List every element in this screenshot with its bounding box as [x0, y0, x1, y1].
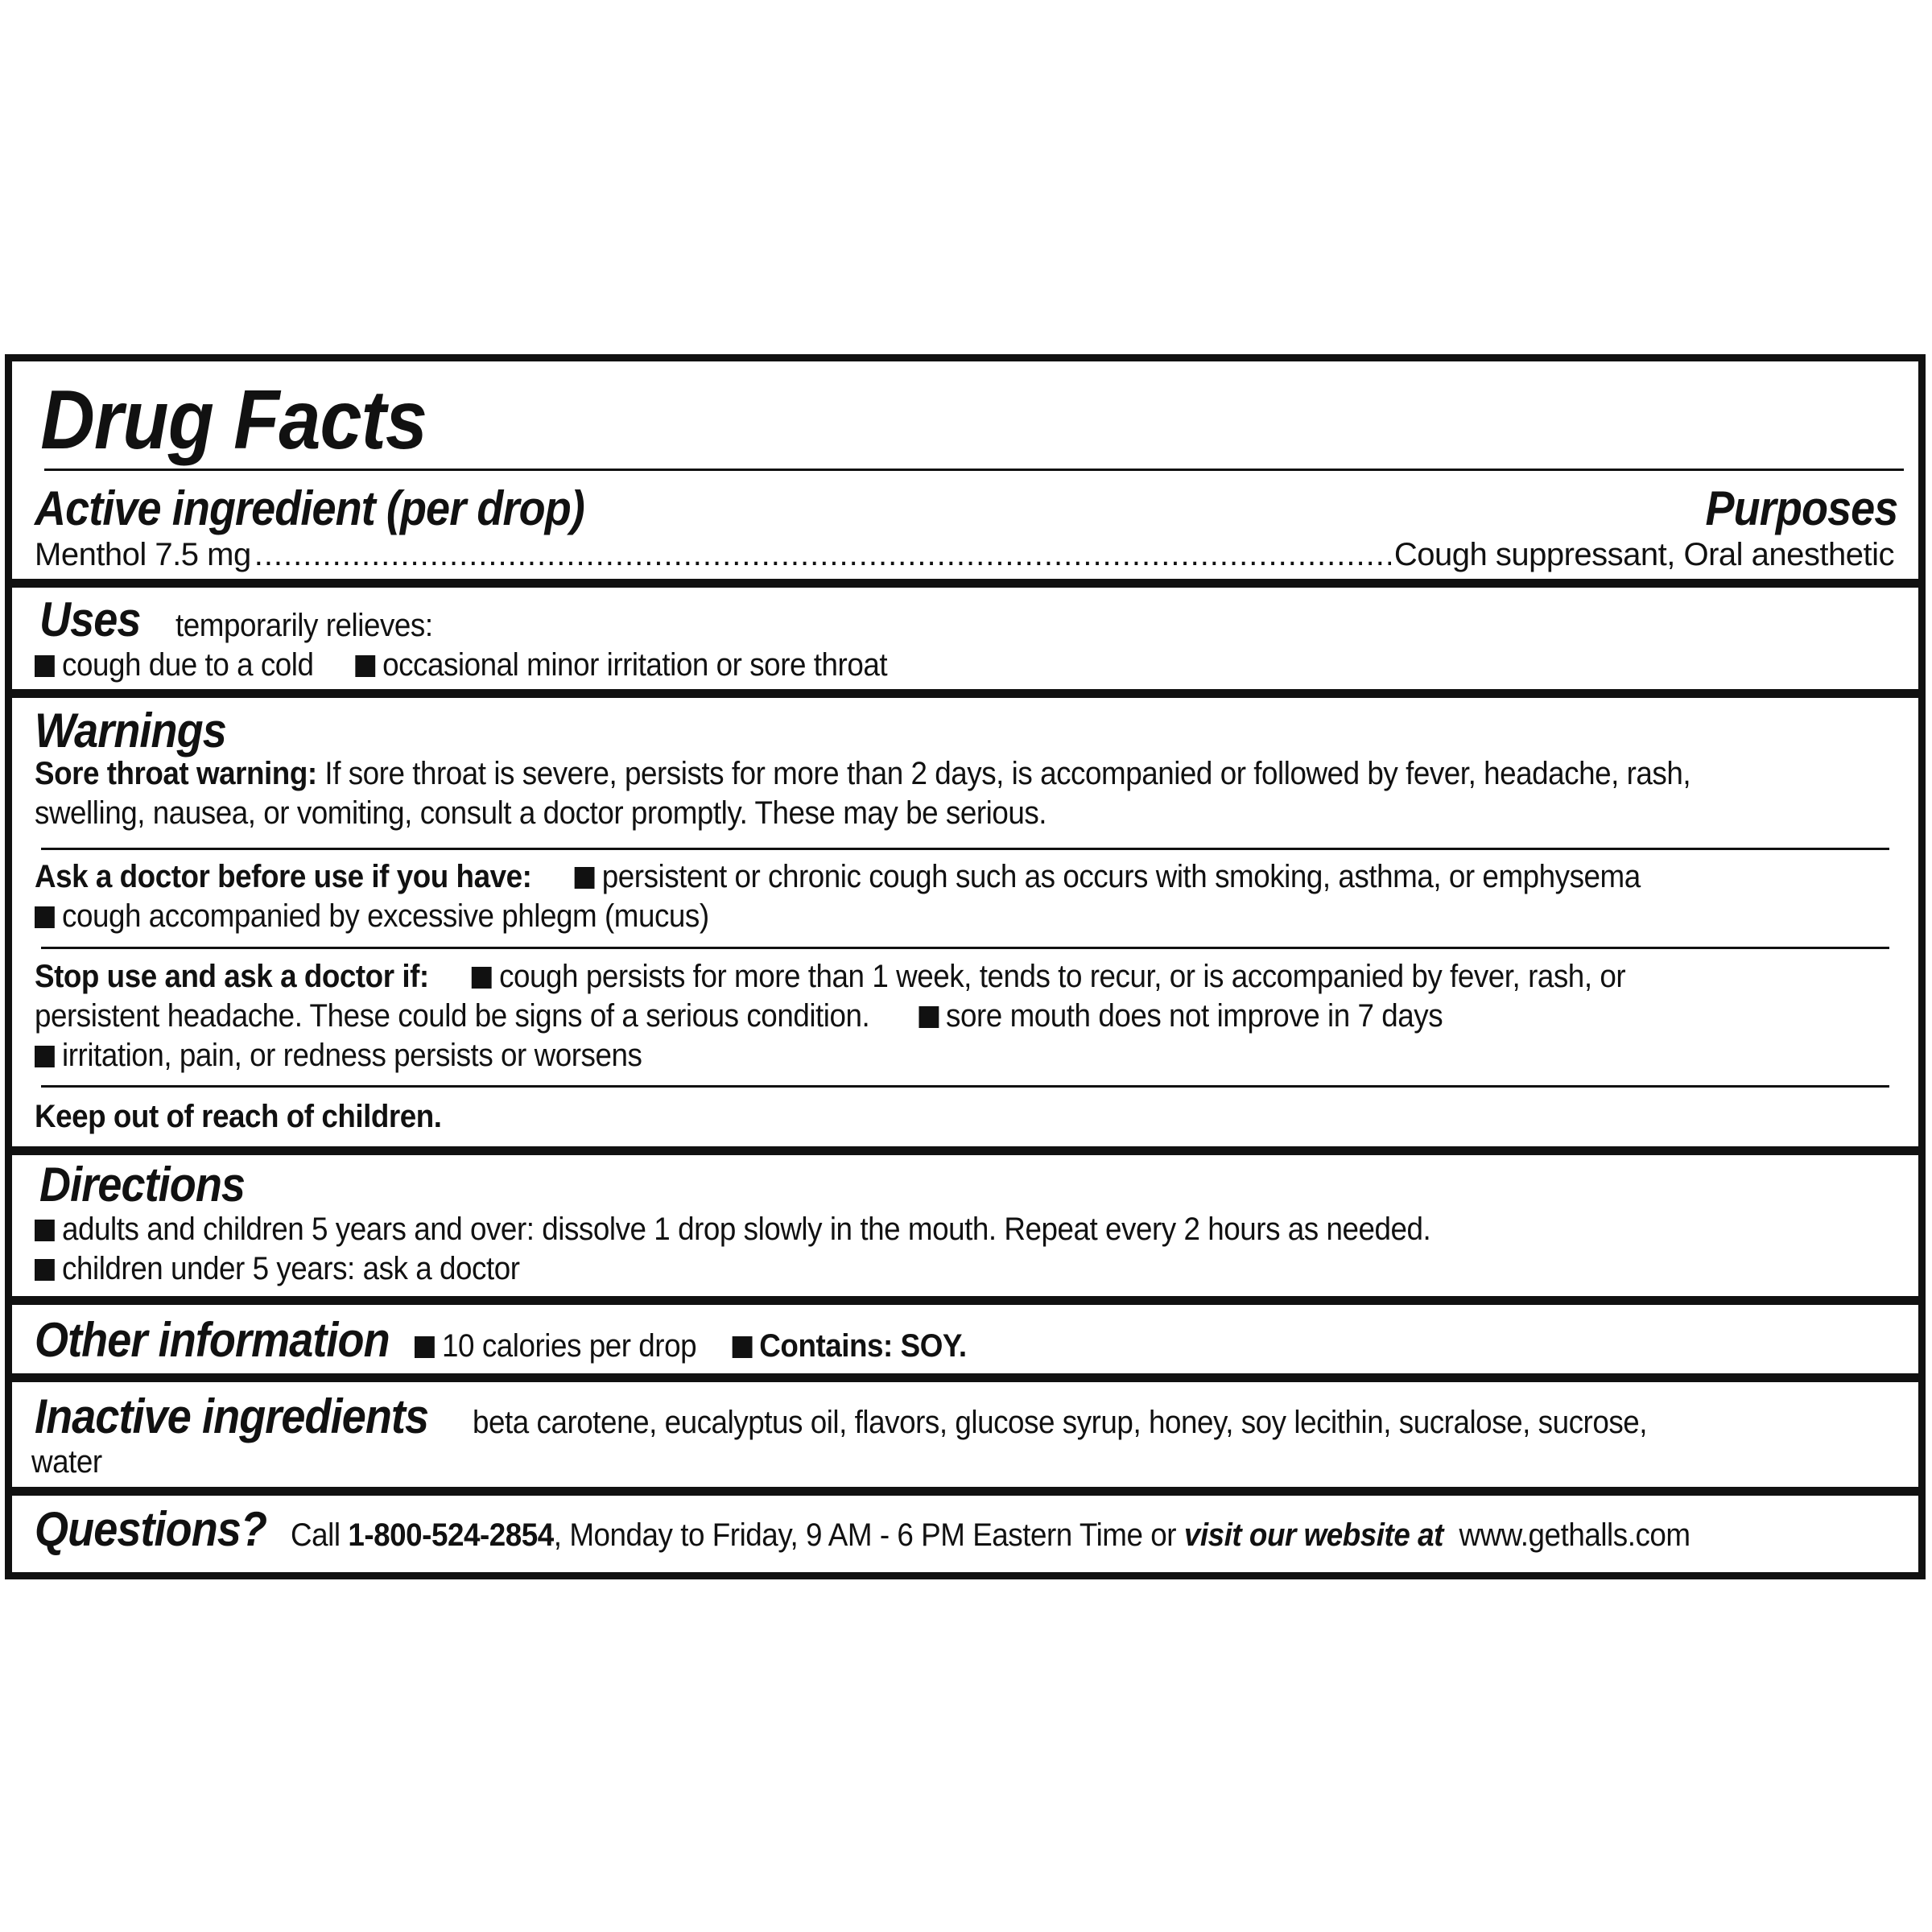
ingredient-row — [35, 535, 1894, 575]
sore-throat-text: swelling, nausea, or vomiting, consult a doctor promptly. These may be serious. — [35, 795, 1047, 831]
active-ingredient-header: Active ingredient (per drop) — [35, 481, 584, 535]
other-info-item: 10 calories per drop — [441, 1328, 696, 1364]
directions-header: Directions — [39, 1158, 246, 1212]
sore-throat-text: If sore throat is severe, persists for more than 2 days, is accompanied or followed by fever, headache, rash, — [324, 756, 1691, 791]
warnings-header: Warnings — [35, 704, 226, 758]
bullet-icon — [35, 1046, 55, 1067]
questions-text — [291, 1516, 1690, 1555]
section-divider — [12, 1146, 1918, 1155]
uses-section — [12, 592, 1918, 685]
title-section — [12, 374, 1918, 467]
questions-call: Call — [291, 1517, 341, 1553]
questions-hours: , Monday to Friday, 9 AM - 6 PM Eastern Time or — [553, 1517, 1177, 1553]
questions-header: Questions? — [35, 1502, 267, 1556]
ask-doctor-line — [35, 897, 1745, 936]
ask-doctor-label: Ask a doctor before use if you have: — [35, 859, 532, 894]
keep-out-text: Keep out of reach of children. — [35, 1099, 442, 1134]
directions-item — [35, 1249, 1745, 1289]
directions-text: children under 5 years: ask a doctor — [62, 1251, 520, 1286]
warnings-divider — [41, 1085, 1889, 1088]
stop-use-block — [12, 957, 1918, 1075]
section-divider — [12, 1373, 1918, 1382]
ingredient-name: Menthol 7.5 mg — [35, 537, 251, 572]
bullet-icon — [575, 867, 595, 889]
keep-out-block — [12, 1097, 1918, 1137]
sore-throat-label: Sore throat warning: — [35, 756, 317, 791]
stop-use-line — [35, 997, 1745, 1036]
stop-use-line — [35, 957, 1745, 997]
stop-use-item: irritation, pain, or redness persists or worsens — [62, 1038, 642, 1073]
stop-use-line — [35, 1036, 1745, 1075]
bullet-icon — [919, 1006, 939, 1028]
uses-intro: temporarily relieves: — [175, 608, 434, 643]
website-link[interactable]: www.gethalls.com — [1459, 1517, 1690, 1553]
section-divider — [12, 579, 1918, 588]
warnings-divider — [41, 848, 1889, 850]
section-divider — [12, 1296, 1918, 1305]
uses-item: occasional minor irritation or sore throat — [382, 647, 888, 683]
ask-doctor-line — [35, 857, 1745, 897]
bullet-icon — [355, 655, 375, 677]
bullet-icon — [35, 906, 55, 928]
leader-dots — [254, 535, 1391, 575]
stop-use-label: Stop use and ask a doctor if: — [35, 959, 429, 994]
inactive-ingredients-section — [12, 1389, 1918, 1482]
uses-header: Uses — [39, 592, 141, 646]
uses-list — [35, 646, 1745, 685]
ask-doctor-item: persistent or chronic cough such as occurs with smoking, asthma, or emphysema — [601, 859, 1641, 894]
directions-item — [35, 1210, 1745, 1249]
ask-doctor-block — [12, 857, 1918, 936]
questions-section — [12, 1502, 1918, 1556]
bullet-icon — [35, 1259, 55, 1281]
stop-use-item: cough persists for more than 1 week, tends to recur, or is accompanied by fever, rash, or — [499, 959, 1626, 994]
stop-use-item: persistent headache. These could be signs of a serious condition. — [35, 998, 870, 1034]
drug-facts-panel — [5, 354, 1926, 1579]
active-ingredient-section — [12, 481, 1918, 575]
warnings-section — [12, 706, 1918, 833]
directions-section — [12, 1160, 1918, 1289]
inactive-ingredients-text: beta carotene, eucalyptus oil, flavors, glucose syrup, honey, soy lecithin, sucralose, sucrose, — [472, 1405, 1647, 1440]
section-divider — [12, 1487, 1918, 1496]
inactive-ingredients-text: water — [31, 1444, 102, 1480]
inactive-ingredients-header: Inactive ingredients — [35, 1389, 429, 1443]
directions-text: adults and children 5 years and over: dissolve 1 drop slowly in the mouth. Repeat every 2 hours as needed. — [62, 1212, 1431, 1247]
uses-item: cough due to a cold — [62, 647, 314, 683]
section-divider — [12, 689, 1918, 698]
purposes-header: Purposes — [1705, 481, 1897, 535]
phone-number[interactable]: 1-800-524-2854 — [348, 1517, 554, 1553]
ingredient-purpose: Cough suppressant, Oral anesthetic — [1393, 537, 1894, 572]
ask-doctor-item: cough accompanied by excessive phlegm (mucus) — [62, 898, 709, 934]
bullet-icon — [35, 655, 55, 677]
other-info-items — [415, 1327, 967, 1366]
other-info-section — [12, 1315, 1918, 1366]
other-info-header: Other information — [35, 1313, 390, 1367]
bullet-icon — [415, 1336, 435, 1358]
bullet-icon — [35, 1220, 55, 1241]
bullet-icon — [472, 967, 492, 989]
bullet-icon — [732, 1336, 752, 1358]
page-title: Drug Facts — [40, 374, 427, 467]
questions-visit: visit our website at — [1183, 1517, 1443, 1553]
warnings-divider — [41, 947, 1889, 949]
stop-use-item: sore mouth does not improve in 7 days — [946, 998, 1443, 1034]
title-rule — [44, 469, 1904, 471]
sore-throat-warning — [35, 754, 1745, 833]
other-info-item: Contains: SOY. — [758, 1328, 967, 1364]
